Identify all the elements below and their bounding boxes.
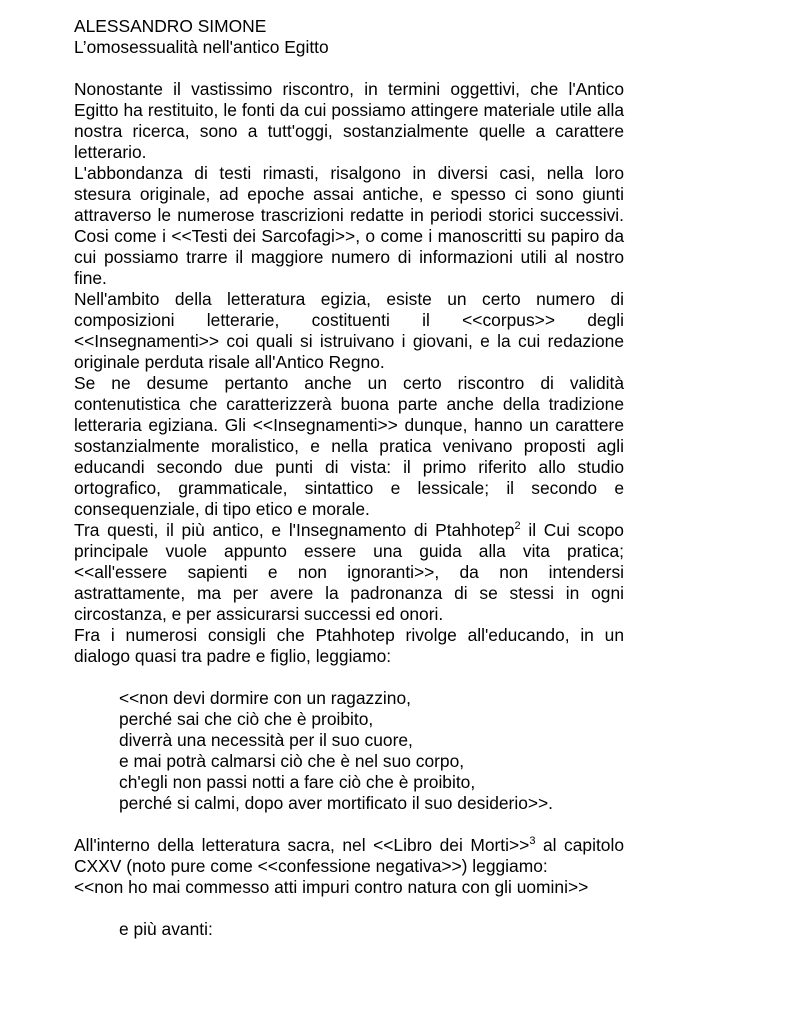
- document-page: [74, 16, 624, 940]
- quote-line: e mai potrà calmarsi ciò che è nel suo corpo,: [119, 751, 465, 771]
- confession-quote: <<non ho mai commesso atti impuri contro natura con gli uomini>>: [74, 877, 589, 897]
- closing-line: e più avanti:: [119, 919, 213, 939]
- paragraph: Nell'ambito della letteratura egizia, esiste un certo numero di composizioni letterarie, costituenti il <<corpus>> degli <<Insegnamenti>> coi quali si istruivano i giovani, e la cui redazione originale perduta risale all'Antico Regno.: [74, 289, 624, 372]
- paragraph: Fra i numerosi consigli che Ptahhotep rivolge all'educando, in un dialogo quasi tra padre e figlio, leggiamo:: [74, 625, 624, 666]
- blank-line: [74, 58, 624, 79]
- paragraph-text: All'interno della letteratura sacra, nel <<Libro dei Morti>>: [74, 835, 530, 855]
- paragraph: Nonostante il vastissimo riscontro, in termini oggettivi, che l'Antico Egitto ha restituito, le fonti da cui possiamo attingere materiale utile alla nostra ricerca, sono a tutt'oggi, sostanzialmente quelle a carattere letterario.: [74, 79, 624, 162]
- document-header: [74, 16, 624, 58]
- quote-line: perché sai che ciò che è proibito,: [119, 709, 374, 729]
- quote-line: diverrà una necessità per il suo cuore,: [119, 730, 413, 750]
- footnote-marker: 2: [514, 520, 521, 533]
- quote-line: <<non devi dormire con un ragazzino,: [119, 688, 411, 708]
- paragraph: L'abbondanza di testi rimasti, risalgono in diversi casi, nella loro stesura originale, ad epoche assai antiche, e spesso ci sono giunti attraverso le numerose trascrizioni redatte in periodi storici successivi. Cosi come i <<Testi dei Sarcofagi>>, o come i manoscritti su papiro da cui possiamo trarre il maggiore numero di informazioni utili al nostro fine.: [74, 163, 624, 288]
- paragraph-text: il Cui scopo principale vuole appunto essere una guida alla vita pratica; <<all'essere sapienti e non ignoranti>>, da non intendersi astrattamente, ma per avere la padronanza di se stessi in ogni circostanza, e per assicurarsi successi ed onori.: [74, 520, 624, 624]
- document-title: L’omosessualità nell'antico Egitto: [74, 37, 329, 57]
- blank-line: [74, 667, 624, 688]
- sacred-literature-paragraph: [74, 835, 624, 877]
- ptahhotep-paragraph: [74, 520, 624, 625]
- author-name: ALESSANDRO SIMONE: [74, 16, 267, 36]
- blank-line: [74, 814, 624, 835]
- blank-line: [74, 898, 624, 919]
- footnote-marker: 3: [529, 835, 536, 848]
- paragraph-text: Tra questi, il più antico, e l'Insegnamento di Ptahhotep: [74, 520, 515, 540]
- ptahhotep-quote: [119, 688, 624, 814]
- quote-line: ch'egli non passi notti a fare ciò che è proibito,: [119, 772, 476, 792]
- paragraph-text: al capitolo CXXV (noto pure come <<confessione negativa>>) leggiamo:: [74, 835, 624, 876]
- paragraph: Se ne desume pertanto anche un certo riscontro di validità contenutistica che caratterizzerà buona parte anche della tradizione letteraria egiziana. Gli <<Insegnamenti>> dunque, hanno un carattere sostanzialmente moralistico, e nella pratica venivano proposti agli educandi secondo due punti di vista: il primo riferito allo studio ortografico, grammaticale, sintattico e lessicale; il secondo e consequenziale, di tipo etico e morale.: [74, 373, 624, 519]
- quote-line: perché si calmi, dopo aver mortificato il suo desiderio>>.: [119, 793, 554, 813]
